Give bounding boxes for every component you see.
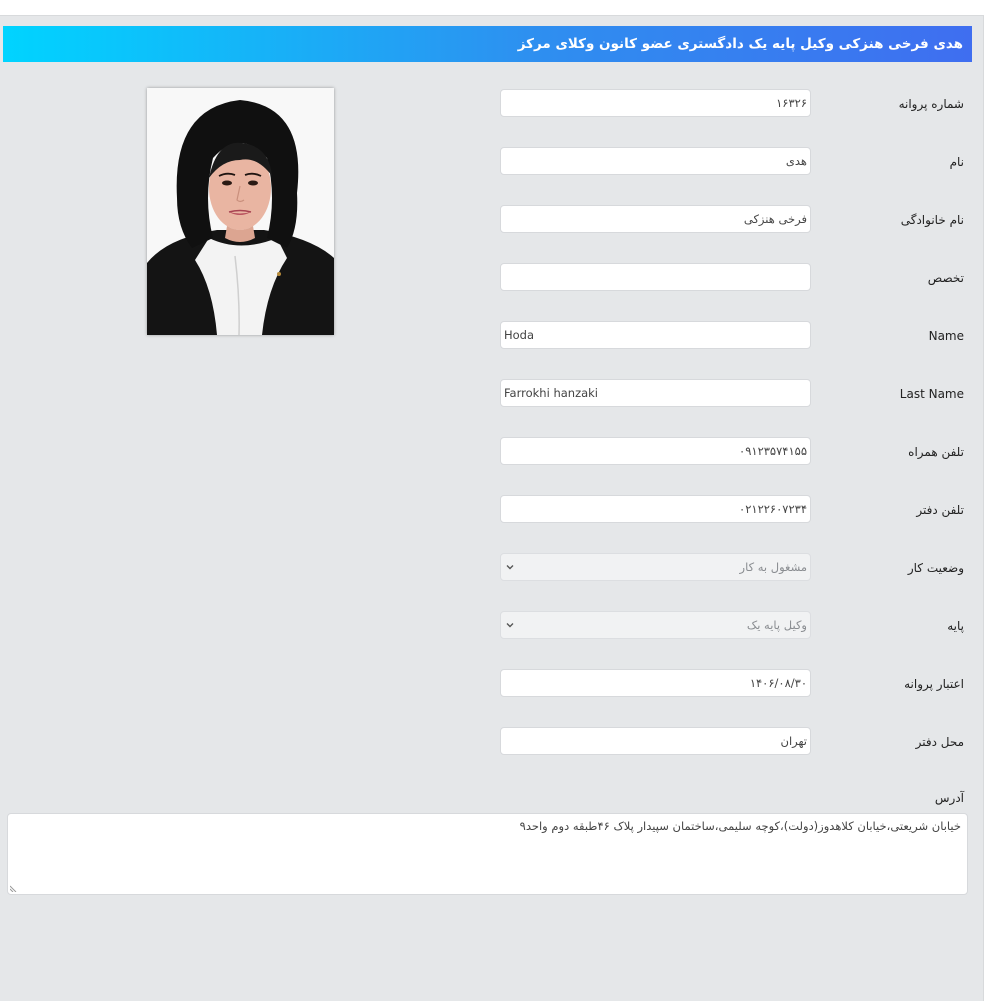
license-number-input[interactable]	[500, 89, 811, 117]
row-first-name-fa	[0, 147, 983, 177]
resize-grip-icon[interactable]	[10, 884, 18, 892]
page-title: هدی فرخی هنزکی وکیل پایه یک دادگستری عضو کانون وکلای مرکز	[517, 36, 963, 52]
mobile-phone-label: تلفن همراه	[908, 445, 964, 459]
address-text: خیابان شریعتی،خیابان کلاهدوز(دولت)،کوچه سلیمی،ساختمان سپیدار پلاک ۴۶طبقه دوم واحد۹	[519, 819, 961, 833]
row-license-validity	[0, 669, 983, 699]
chevron-down-icon	[505, 620, 515, 630]
address-textarea[interactable]	[7, 813, 968, 895]
row-grade	[0, 611, 983, 641]
specialty-input[interactable]	[500, 263, 811, 291]
specialty-label: تخصص	[927, 271, 964, 285]
page-title-bar	[3, 26, 972, 62]
grade-label: پایه	[947, 619, 964, 633]
last-name-en-label: Last Name	[899, 387, 964, 401]
office-phone-input[interactable]	[500, 495, 811, 523]
chevron-down-icon	[505, 562, 515, 572]
row-specialty	[0, 263, 983, 293]
license-validity-label: اعتبار پروانه	[904, 677, 964, 691]
work-status-value: مشغول به کار	[739, 560, 807, 574]
license-validity-input[interactable]	[500, 669, 811, 697]
row-last-name-en	[0, 379, 983, 409]
first-name-fa-label: نام	[949, 155, 964, 169]
row-last-name-fa	[0, 205, 983, 235]
last-name-en-input[interactable]	[500, 379, 811, 407]
profile-panel	[0, 15, 984, 1001]
row-office-phone	[0, 495, 983, 525]
office-location-input[interactable]	[500, 727, 811, 755]
row-work-status	[0, 553, 983, 583]
mobile-phone-input[interactable]	[500, 437, 811, 465]
row-name-en	[0, 321, 983, 351]
work-status-label: وضعیت کار	[907, 561, 964, 575]
first-name-en-input[interactable]	[500, 321, 811, 349]
first-name-en-label: Name	[928, 329, 964, 343]
office-phone-label: تلفن دفتر	[916, 503, 964, 517]
grade-select[interactable]	[500, 611, 811, 639]
row-office-location	[0, 727, 983, 757]
last-name-fa-input[interactable]	[500, 205, 811, 233]
row-mobile-phone	[0, 437, 983, 467]
row-license-number	[0, 89, 983, 119]
work-status-select[interactable]	[500, 553, 811, 581]
office-location-label: محل دفتر	[915, 735, 964, 749]
grade-value: وکیل پایه یک	[746, 618, 807, 632]
last-name-fa-label: نام خانوادگی	[900, 213, 964, 227]
first-name-fa-input[interactable]	[500, 147, 811, 175]
address-label: آدرس	[934, 791, 964, 805]
license-number-label: شماره پروانه	[898, 97, 964, 111]
